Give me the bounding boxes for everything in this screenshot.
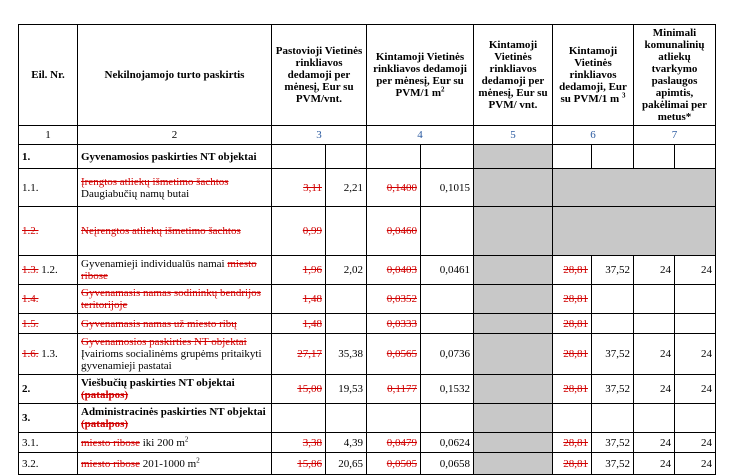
row-title: Gyvenamosios paskirties NT objektai <box>78 145 272 169</box>
old-value: 0,99 <box>272 207 326 256</box>
header-kintamoji-vnt: Kintamoji Vietinės rinkliavos dedamoji per mėnesį, Eur su PVM/ vnt. <box>474 25 553 126</box>
old-value: 0,0460 <box>367 207 421 256</box>
section-row <box>19 404 716 433</box>
header-kintamoji-m3: Kintamoji Vietinės rinkliavos dedamoji, Eur su PVM/1 m $^3$ <box>553 25 634 126</box>
row-description: Gyvenamasis namas už miesto ribų <box>78 314 272 334</box>
new-value: 19,53 <box>326 375 367 404</box>
row-description: Neįrengtos atliekų išmetimo šachtos <box>78 207 272 256</box>
new-value: 0,1532 <box>421 375 474 404</box>
row-number: 1.2. <box>19 207 78 256</box>
row-number: 3.2. <box>19 453 78 475</box>
row-number: 1.1. <box>19 169 78 207</box>
table-row <box>19 334 716 375</box>
new-value: 37,52 <box>592 334 634 375</box>
old-value: 0,0352 <box>367 285 421 314</box>
new-value: 4,39 <box>326 433 367 453</box>
old-value: 3,38 <box>272 433 326 453</box>
new-value: 37,52 <box>592 453 634 475</box>
header-kintamoji-m2: Kintamoji Vietinės rinkliavos dedamoji per mėnesį, Eur su PVM/1 $m^2$ <box>367 25 474 126</box>
new-value: 37,52 <box>592 433 634 453</box>
col-number: 1 <box>19 126 78 145</box>
old-value: 3,11 <box>272 169 326 207</box>
old-value: 28,81 <box>553 375 592 404</box>
col-number: 7 <box>634 126 716 145</box>
column-number-row <box>19 126 716 145</box>
table-row <box>19 453 716 475</box>
row-number: 3.1. <box>19 433 78 453</box>
row-number: 1.3. 1.2. <box>19 256 78 285</box>
col-number: 4 <box>367 126 474 145</box>
table-row <box>19 375 716 404</box>
pickups-value: 24 <box>675 375 716 404</box>
old-value: 28,81 <box>553 314 592 334</box>
col-number: 6 <box>553 126 634 145</box>
fee-table <box>18 24 716 475</box>
new-value: 0,0736 <box>421 334 474 375</box>
table-row-deleted <box>19 285 716 314</box>
row-description: Gyvenamosios paskirties NT objektai Įvairioms socialinėms grupėms pritaikyti gyvenamieji pastatai <box>78 334 272 375</box>
old-value: 0,0479 <box>367 433 421 453</box>
old-value: 15,00 <box>272 375 326 404</box>
old-value: 0,0505 <box>367 453 421 475</box>
new-value: 0,0658 <box>421 453 474 475</box>
row-number: 2. <box>19 375 78 404</box>
new-value: 2,02 <box>326 256 367 285</box>
table-row <box>19 256 716 285</box>
col-number: 5 <box>474 126 553 145</box>
new-value: 20,65 <box>326 453 367 475</box>
row-number: 1.6. 1.3. <box>19 334 78 375</box>
old-value: 28,81 <box>553 433 592 453</box>
new-value: 0,1015 <box>421 169 474 207</box>
table-row-deleted <box>19 207 716 256</box>
old-value: 15,86 <box>272 453 326 475</box>
new-value: 2,21 <box>326 169 367 207</box>
header-minimali: Minimali komunalinių atliekų tvarkymo paslaugos apimtis, pakėlimai per metus* <box>634 25 716 126</box>
old-value: 0,0333 <box>367 314 421 334</box>
pickups-value: 24 <box>675 453 716 475</box>
section-row <box>19 145 716 169</box>
pickups-value: 24 <box>634 433 675 453</box>
row-description: Gyvenamieji individualūs namai miesto ribose <box>78 256 272 285</box>
new-value: 37,52 <box>592 256 634 285</box>
old-value: 27,17 <box>272 334 326 375</box>
old-value: 28,81 <box>553 334 592 375</box>
row-title: Viešbučių paskirties NT objektai (patalpos) <box>78 375 272 404</box>
old-value: 1,48 <box>272 314 326 334</box>
row-title: Administracinės paskirties NT objektai (patalpos) <box>78 404 272 433</box>
row-description: miesto ribose iki 200 $m^2$ <box>78 433 272 453</box>
row-number: 1.4. <box>19 285 78 314</box>
old-value: 0,0403 <box>367 256 421 285</box>
pickups-value: 24 <box>675 433 716 453</box>
row-description: Gyvenamasis namas sodininkų bendrijos teritorijoje <box>78 285 272 314</box>
table-row-deleted <box>19 314 716 334</box>
new-value: 0,0461 <box>421 256 474 285</box>
header-pastovioji: Pastovioji Vietinės rinkliavos dedamoji per mėnesį, Eur su PVM/vnt. <box>272 25 367 126</box>
col-number: 2 <box>78 126 272 145</box>
col-number: 3 <box>272 126 367 145</box>
pickups-value: 24 <box>634 453 675 475</box>
table-row <box>19 169 716 207</box>
pickups-value: 24 <box>634 334 675 375</box>
pickups-value: 24 <box>675 256 716 285</box>
pickups-value: 24 <box>675 334 716 375</box>
table-row <box>19 433 716 453</box>
old-value: 28,81 <box>553 453 592 475</box>
row-description: Įrengtos atliekų išmetimo šachtos Daugiabučių namų butai <box>78 169 272 207</box>
header-eil-nr: Eil. Nr. <box>19 25 78 126</box>
pickups-value: 24 <box>634 256 675 285</box>
old-value: 28,81 <box>553 285 592 314</box>
new-value: 35,38 <box>326 334 367 375</box>
header-paskirtis: Nekilnojamojo turto paskirtis <box>78 25 272 126</box>
old-value: 1,96 <box>272 256 326 285</box>
row-description: miesto ribose 201-1000 $m^2$ <box>78 453 272 475</box>
old-value: 0,1177 <box>367 375 421 404</box>
old-value: 0,1400 <box>367 169 421 207</box>
new-value: 0,0624 <box>421 433 474 453</box>
row-number: 1.5. <box>19 314 78 334</box>
row-number: 1. <box>19 145 78 169</box>
pickups-value: 24 <box>634 375 675 404</box>
header-row <box>19 25 716 126</box>
row-number: 3. <box>19 404 78 433</box>
old-value: 1,48 <box>272 285 326 314</box>
old-value: 0,0565 <box>367 334 421 375</box>
new-value: 37,52 <box>592 375 634 404</box>
old-value: 28,81 <box>553 256 592 285</box>
